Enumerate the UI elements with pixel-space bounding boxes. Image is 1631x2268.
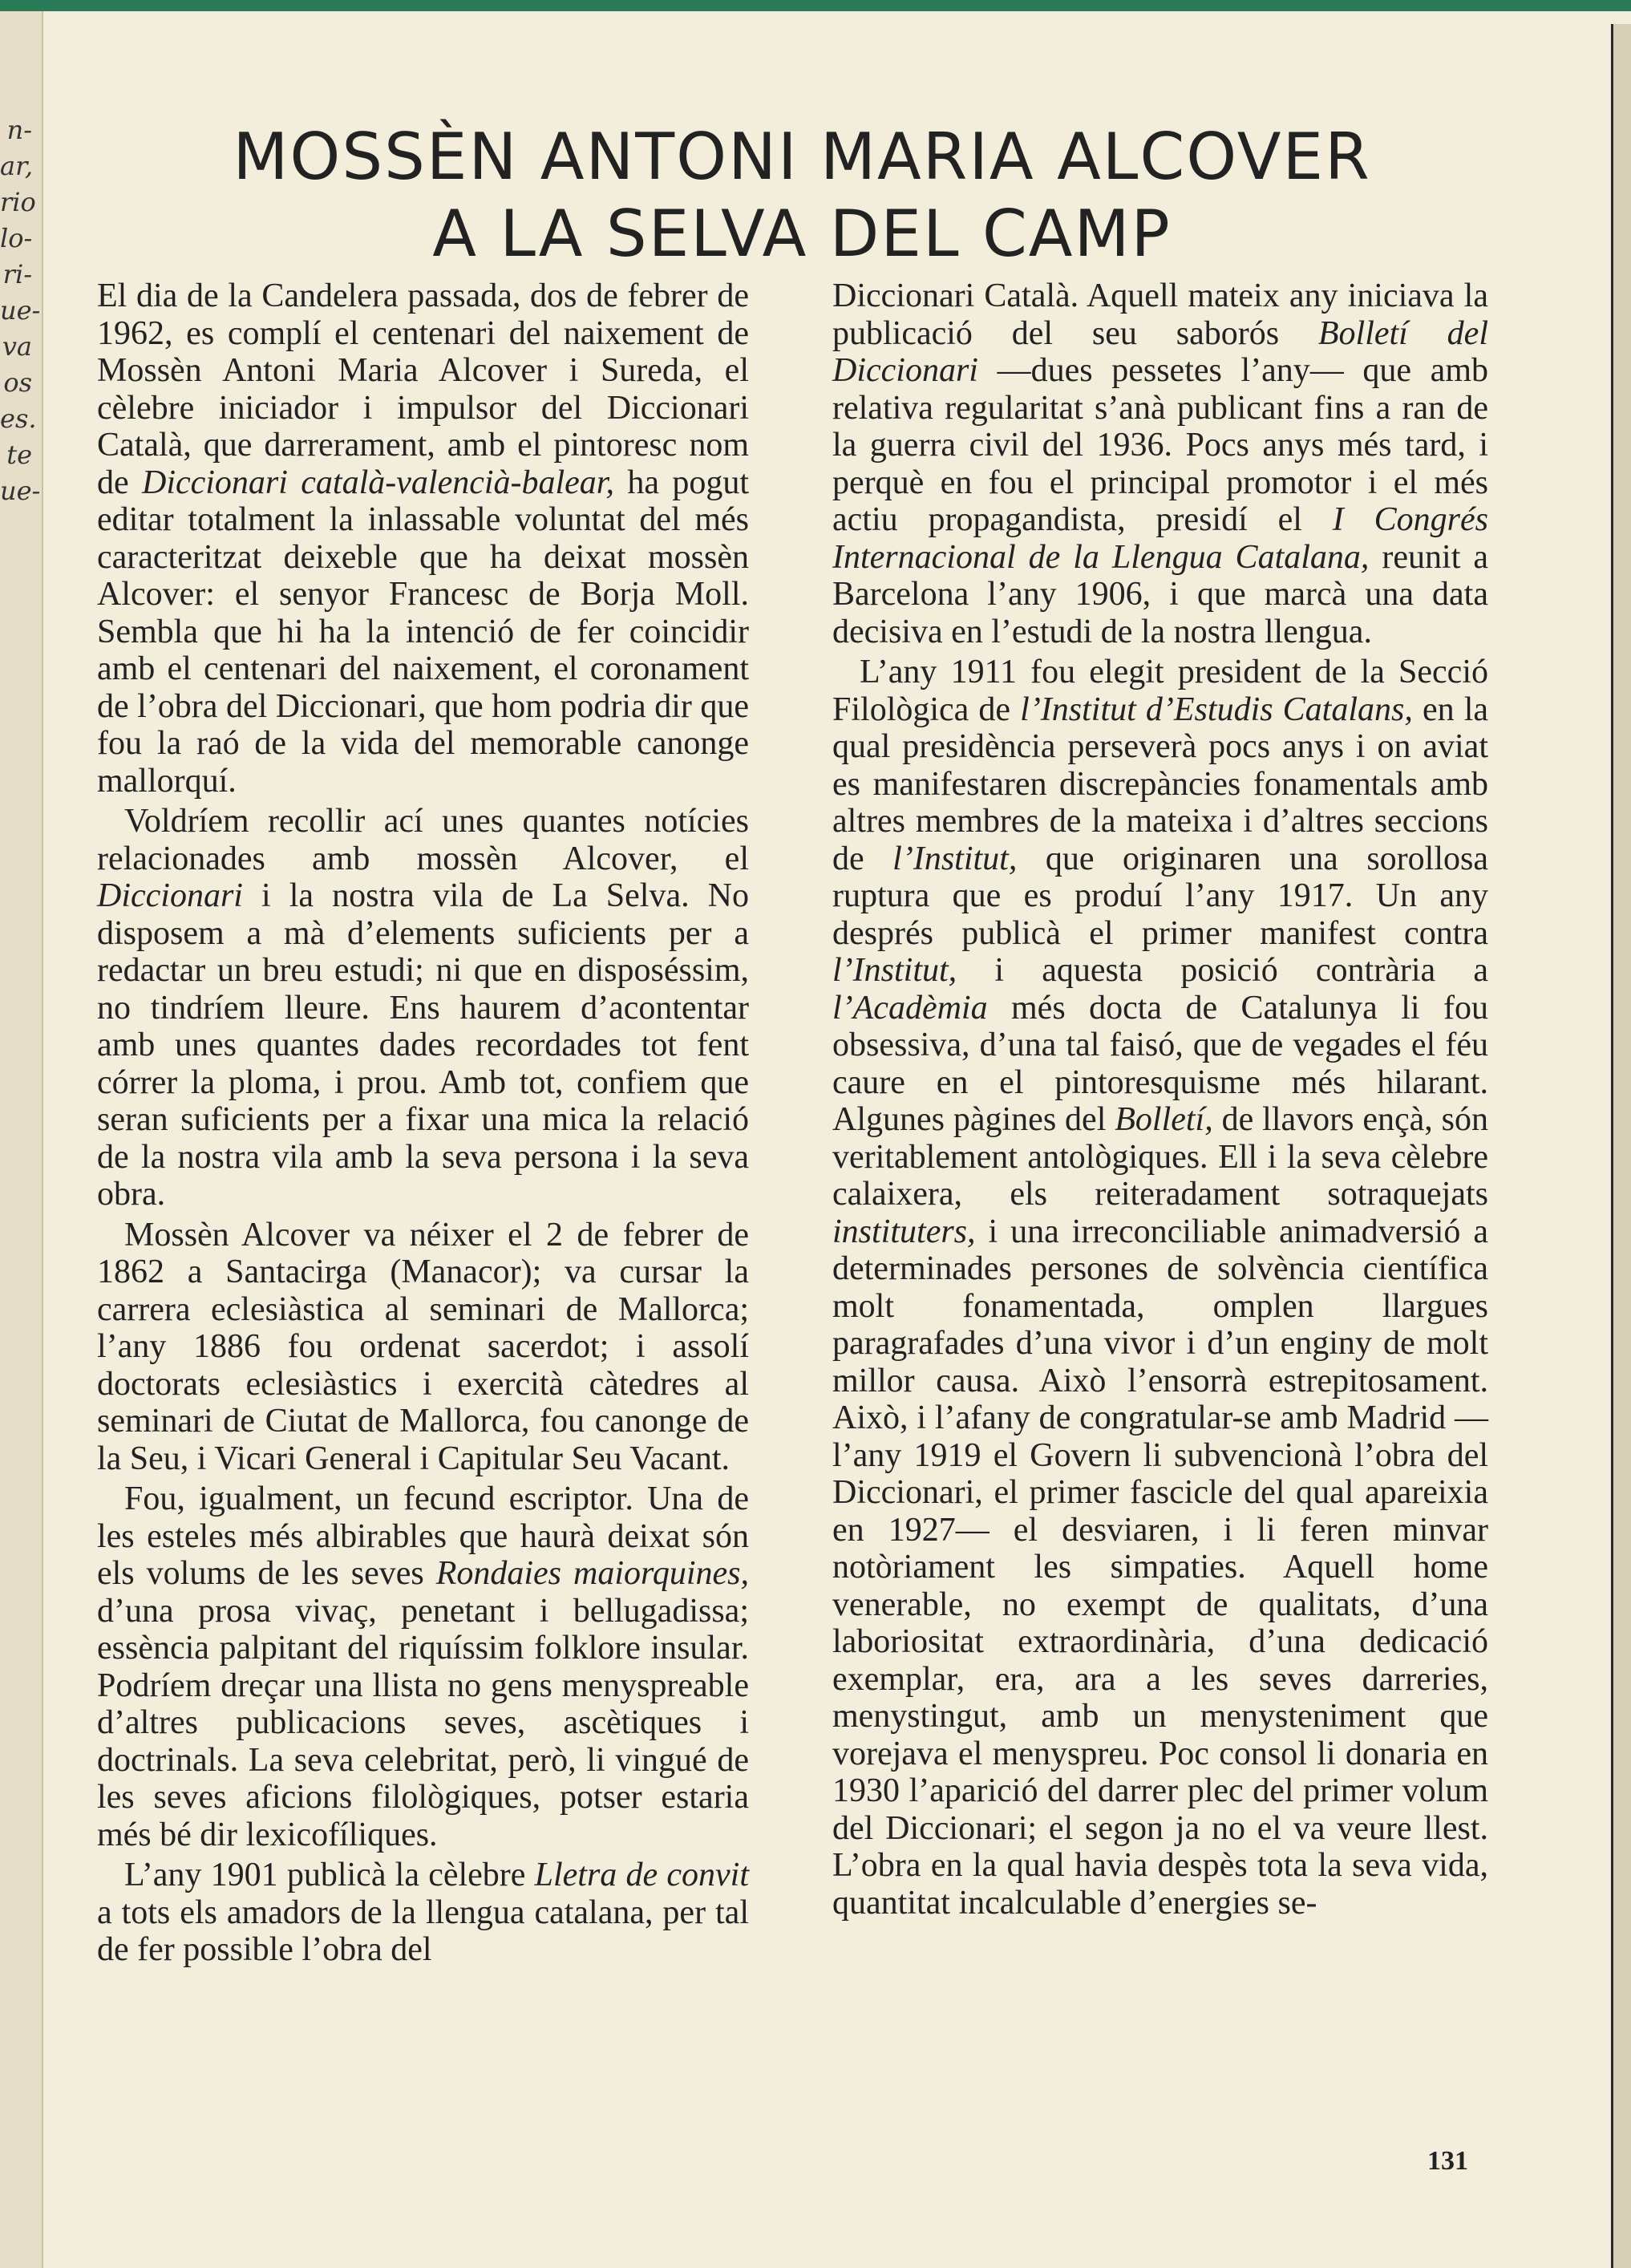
paragraph	[97, 1480, 749, 1853]
text-run: L’any 1901 publicà la cèlebre	[124, 1857, 535, 1893]
paragraph	[97, 1217, 749, 1478]
page-number: 131	[1427, 2146, 1468, 2176]
text-run: Mossèn Alcover va néixer el 2 de febrer de 1862 a Santacirga (Manacor); va cursar la carrera eclesiàstica al seminari de Mallorca; l’any 1886 fou ordenat sacerdot; i assolí doctorats eclesiàstics i exercità càtedres al seminari de Ciutat de Mallorca, fou canonge de la Seu, i Vicari General i Capitular Seu Vacant.	[97, 1216, 749, 1477]
text-run: Voldríem recollir ací unes quantes notícies relacionades amb mossèn Alcover, el	[97, 803, 749, 877]
paragraph	[832, 654, 1488, 1922]
text-run: més docta de Catalunya li fou obsessiva, d’una tal faisó, que de vegades el féu caure en el pintoresquisme més hilarant. Algunes pàgines del	[832, 989, 1488, 1138]
text-run: L’any 1911 fou elegit president de la Secció Filològica de	[832, 654, 1488, 728]
text-run: El dia de la Candelera passada, dos de febrer de 1962, es complí el centenari del naixement de Mossèn Antoni Maria Alcover i Sureda, el cèlebre iniciador i impulsor del Diccionari Català, que darrerament, amb el pintoresc nom de	[97, 277, 749, 501]
title-line-2: A LA SELVA DEL CAMP	[432, 196, 1172, 271]
previous-page-fragment: te	[6, 439, 32, 470]
text-run: Diccionari Català. Aquell mateix any iniciava la publicació del seu saborós	[832, 277, 1488, 352]
italic-run: l’Acadèmia	[832, 989, 988, 1027]
text-run: a tots els amadors de la llengua catalana, per tal de fer possible l’obra del	[97, 1893, 749, 1968]
previous-page-fragments	[0, 112, 41, 509]
previous-page-fragment: va	[2, 331, 32, 362]
text-run: i una irreconciliable animadversió a determinades persones de solvència científica molt fonamentada, omplen llargues paragrafades d’una vivor i d’un enginy de molt millor causa. Això l’ensorrà estrepitosament. Això, i l’afany de congratular-se amb Madrid —l’any 1919 el Govern li subvencionà l’obra del Diccionari, el primer fascicle del qual apareixia en 1927— el desviaren, i li feren minvar notòriament les simpaties. Aquell home venerable, no exempt de qualitats, d’una laboriositat extraordinària, d’una dedicació exemplar, era, ara a les seves darreries, menystingut, amb un menysteniment que vorejava el menyspreu. Poc consol li donaria en 1930 l’aparició del darrer plec del primer volum del Diccionari; el segon ja no el va veure llest. L’obra en la qual havia despès tota la seva vida, quantitat incalculable d’energies se-	[832, 1213, 1488, 1922]
italic-run: l’Institut d’Estudis Catalans,	[1020, 691, 1413, 728]
title-line-1: MOSSÈN ANTONI MARIA ALCOVER	[233, 119, 1371, 194]
italic-run: instituters,	[832, 1213, 976, 1250]
italic-run: Bolletí del Diccionari	[832, 314, 1488, 389]
italic-run: Diccionari	[97, 877, 243, 914]
italic-run: Diccionari català-valencià-balear,	[141, 464, 615, 501]
right-column	[832, 277, 1488, 1922]
text-run: reunit a Barcelona l’any 1906, i que marcà una data decisiva en l’estudi de la nostra llengua.	[832, 538, 1489, 650]
right-page-edge	[1611, 24, 1631, 2268]
paragraph	[97, 803, 749, 1213]
text-run: que originaren una sorollosa ruptura que es produí l’any 1917. Un any després publicà el primer manifest contra	[832, 840, 1488, 952]
text-run: i aquesta posició contrària a	[957, 952, 1488, 989]
paragraph	[832, 277, 1488, 650]
previous-page-fragment: es.	[0, 403, 37, 434]
previous-page-fragment: ri-	[2, 259, 32, 290]
previous-page-fragment: lo-	[0, 223, 33, 253]
previous-page-fragment: ar,	[0, 151, 34, 181]
text-run: d’una prosa vivaç, penetant i bellugadissa; essència palpitant del riquíssim folklore insular. Podríem dreçar una llista no gens menyspreable d’altres publicacions seves, ascètiques i doctrinals. La seva celebritat, però, li vingué de les seves aficions filològiques, potser estaria més bé dir lexicofíliques.	[97, 1592, 749, 1853]
italic-run: I Congrés Internacional de la Llengua Catalana,	[832, 501, 1488, 576]
top-band	[0, 0, 1631, 11]
paragraph	[97, 277, 749, 800]
italic-run: l’Institut,	[892, 840, 1018, 877]
italic-run: Bolletí,	[1115, 1101, 1213, 1138]
italic-run: Lletra de convit	[534, 1857, 749, 1893]
previous-page-fragment: os	[3, 367, 32, 398]
left-column	[97, 277, 749, 1969]
text-run: —dues pessetes l’any— que amb relativa regularitat s’anà publicant fins a ran de la guerra civil del 1936. Pocs anys més tard, i perquè en fou el principal promotor i el més actiu propagandista, presidí el	[832, 352, 1488, 538]
text-run: Fou, igualment, un fecund escriptor. Una de les esteles més albirables que haurà deixat són els volums de les seves	[97, 1480, 749, 1592]
previous-page-fragment: ue-	[0, 476, 41, 506]
text-run: de llavors ençà, són veritablement antològiques. Ell i la seva cèlebre calaixera, els reiteradament sotraquejats	[832, 1101, 1488, 1213]
text-run: i la nostra vila de La Selva. No disposem a mà d’elements suficients per a redactar un breu estudi; ni que en disposéssim, no tindríem lleure. Ens haurem d’acontentar amb unes quantes dades recordades tot fent córrer la ploma, i prou. Amb tot, confiem que seran suficients per a fixar una mica la relació de la nostra vila amb la seva persona i la seva obra.	[97, 877, 749, 1213]
italic-run: Rondaies maiorquines,	[435, 1555, 749, 1592]
paragraph	[97, 1857, 749, 1969]
previous-page-fragment: rio	[0, 187, 36, 217]
text-run: ha pogut editar totalment la inlassable voluntat del més caracteritzat deixeble que ha deixat mossèn Alcover: el senyor Francesc de Borja Moll. Sembla que hi ha la intenció de fer coincidir amb el centenari del naixement, el coronament de l’obra del Diccionari, que hom podria dir que fou la raó de la vida del memorable canonge mallorquí.	[97, 464, 749, 800]
previous-page-fragment: n-	[6, 115, 32, 145]
italic-run: l’Institut,	[832, 952, 957, 989]
previous-page-fragment: ue-	[0, 295, 41, 326]
article-title	[160, 119, 1443, 273]
text-run: en la qual presidència perseverà pocs anys i on aviat es manifestaren discrepàncies fonamentals amb altres membres de la mateixa i d’altres seccions de	[832, 691, 1489, 877]
